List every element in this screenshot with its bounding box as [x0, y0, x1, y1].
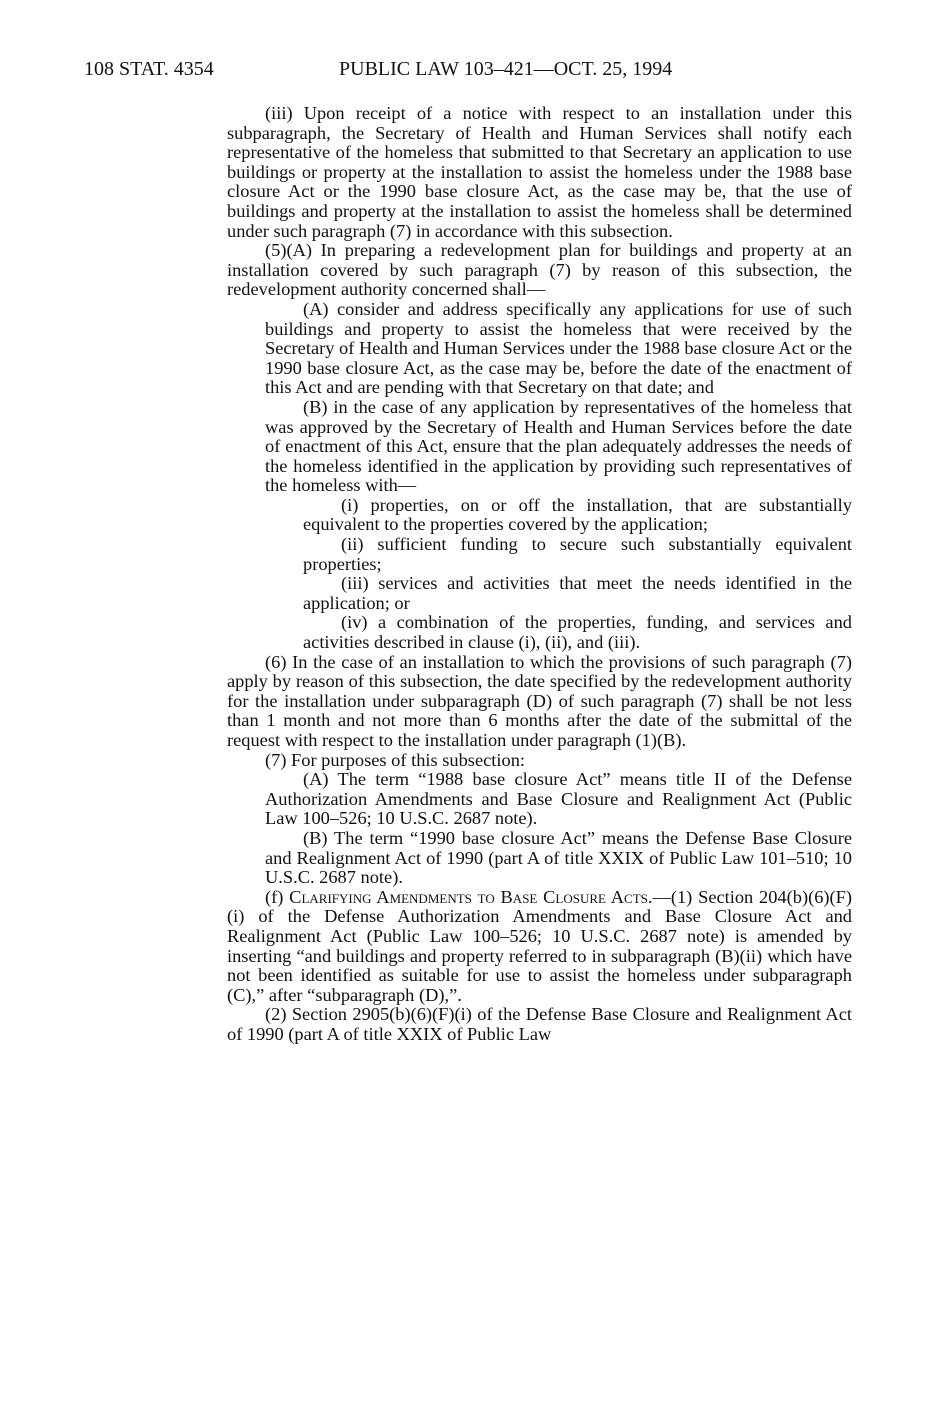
paragraph-6: (6) In the case of an installation to which the provisions of such paragraph (7) apply by reason of this subsection, the date specified by the redevelopment authority for the installation under subparagraph (D) of such paragraph (7) shall be not less than 1 month and not more than 6 months after the date of the submittal of the request with respect to the installation under paragraph (1)(B). [227, 651, 852, 750]
clause-i-properties: (i) properties, on or off the installation, that are substantially equivalent to the properties covered by the application; [303, 494, 852, 535]
law-title: PUBLIC LAW 103–421—OCT. 25, 1994 [339, 58, 673, 80]
paragraph-5a: (5)(A) In preparing a redevelopment plan for buildings and property at an installation covered by such paragraph (7) by reason of this subsection, the redevelopment authority concerned shall— [227, 240, 852, 300]
definition-1990-act: (B) The term “1990 base closure Act” means the Defense Base Closure and Realignment Act of 1990 (part A of title XXIX of Public Law 101–510; 10 U.S.C. 2687 note). [265, 827, 852, 888]
subsection-f-designation: (f) [265, 886, 284, 907]
clause-iii-services: (iii) services and activities that meet the needs identified in the application; or [303, 573, 852, 613]
clause-ii-funding: (ii) sufficient funding to secure such substantially equivalent properties; [303, 534, 852, 574]
paragraph-2-section-2905: (2) Section 2905(b)(6)(F)(i) of the Defense Base Closure and Realignment Act of 1990 (part A of title XXIX of Public Law [227, 1004, 852, 1044]
definition-1988-act: (A) The term “1988 base closure Act” means title II of the Defense Authorization Amendments and Base Closure and Realignment Act (Public Law 100–526; 10 U.S.C. 2687 note). [265, 769, 852, 829]
subsection-f-heading: Clarifying Amendments to Base Closure Acts. [289, 886, 653, 907]
stat-page-number: 108 STAT. 4354 [84, 58, 214, 80]
subsection-f-text: —(1) Section 204(b)(6)(F)(i) of the Defense Authorization Amendments and Base Closure Act and Realignment Act (Public Law 100–526; 10 U.S.C. 2687 note) is amended by inserting “and buildings and property referred to in subparagraph (B)(ii) which have not been identified as suitable for use to assist the homeless under subparagraph (C),” after “subparagraph (D),”. [227, 886, 852, 1005]
subparagraph-b-approved: (B) in the case of any application by representatives of the homeless that was approved by the Secretary of Health and Human Services before the date of enactment of this Act, ensure that the plan adequately addresses the needs of the homeless identified in the application by providing such representatives of the homeless with— [265, 396, 852, 496]
clause-iii-notice: (iii) Upon receipt of a notice with respect to an installation under this subparagraph, the Secretary of Health and Human Services shall notify each representative of the homeless that submitted to that Secretary an application to use buildings or property at the installation to assist the homeless under the 1988 base closure Act or the 1990 base closure Act, as the case may be, that the use of buildings and property at the installation to assist the homeless shall be determined under such paragraph (7) in accordance with this subsection. [227, 103, 852, 241]
document-body [227, 104, 852, 1045]
subsection-f [227, 888, 852, 1006]
paragraph-7: (7) For purposes of this subsection: [265, 749, 526, 770]
subparagraph-a-applications: (A) consider and address specifically any applications for use of such buildings and property to assist the homeless that were received by the Secretary of Health and Human Services under the 1988 base closure Act or the 1990 base closure Act, as the case may be, before the date of the enactment of this Act and are pending with that Secretary on that date; and [265, 298, 852, 398]
clause-iv-combination: (iv) a combination of the properties, funding, and services and activities described in clause (i), (ii), and (iii). [303, 612, 852, 653]
page-header [84, 58, 864, 86]
